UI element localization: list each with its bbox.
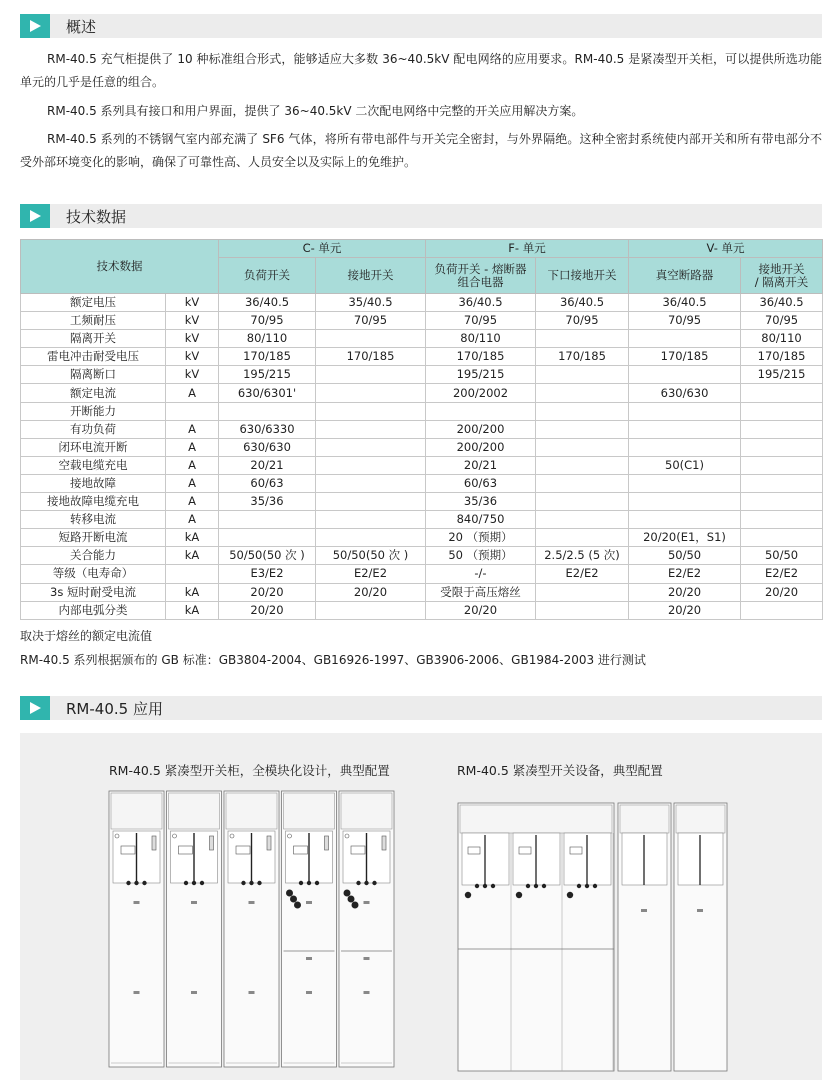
terminal-dot xyxy=(192,881,196,885)
table-cell: E2/E2 xyxy=(741,565,823,583)
table-cell xyxy=(741,402,823,420)
table-cell xyxy=(741,511,823,529)
table-cell: 80/110 xyxy=(741,330,823,348)
overview-paragraph-3: RM-40.5 系列的不锈钢气室内部充满了 SF6 气体，将所有带电部件与开关完全密封，与外界隔绝。这种全密封系统使内部开关和所有带电部分不受外部环境变化的影响，确保了可靠性高、人员安全以及实际上的免维护。 xyxy=(20,132,822,169)
table-cell: 36/40.5 xyxy=(426,294,536,312)
table-cell xyxy=(741,474,823,492)
param-name: 额定电流 xyxy=(21,384,166,402)
param-unit: kA xyxy=(166,529,219,547)
fuse-dot xyxy=(516,892,522,898)
table-cell: 20/20 xyxy=(629,601,741,619)
table-cell: 36/40.5 xyxy=(536,294,629,312)
table-cell xyxy=(741,420,823,438)
table-cell: 170/185 xyxy=(741,348,823,366)
table-cell: 20/20 xyxy=(426,601,536,619)
terminal-dot xyxy=(299,881,303,885)
table-cell: 70/95 xyxy=(316,312,426,330)
door-handle xyxy=(249,991,255,994)
column-header: 负荷开关 - 熔断器 组合电器 xyxy=(426,258,536,294)
table-cell xyxy=(536,438,629,456)
table-cell xyxy=(316,529,426,547)
table-cell xyxy=(316,601,426,619)
param-unit: A xyxy=(166,420,219,438)
door-handle xyxy=(306,991,312,994)
column-header: 接地开关 xyxy=(316,258,426,294)
table-cell xyxy=(629,474,741,492)
group-header-c: C- 单元 xyxy=(219,240,426,258)
table-cell: 50(C1) xyxy=(629,456,741,474)
column-header: 接地开关 / 隔离开关 xyxy=(741,258,823,294)
table-cell xyxy=(629,493,741,511)
table-cell xyxy=(536,420,629,438)
terminal-dot xyxy=(526,884,530,888)
table-cell: 840/750 xyxy=(426,511,536,529)
fuse-dot xyxy=(465,892,471,898)
section-header-application xyxy=(20,696,822,720)
param-unit: A xyxy=(166,456,219,474)
table-cell: 35/36 xyxy=(426,493,536,511)
param-name: 关合能力 xyxy=(21,547,166,565)
table-cell: 200/200 xyxy=(426,420,536,438)
table-cell xyxy=(629,330,741,348)
table-cell: 2.5/2.5 (5 次) xyxy=(536,547,629,565)
column-header: 负荷开关 xyxy=(219,258,316,294)
table-cell: 50/50 xyxy=(629,547,741,565)
cabinet-top-box xyxy=(226,793,277,829)
table-cell: 36/40.5 xyxy=(629,294,741,312)
table-row xyxy=(21,493,823,511)
door-handle xyxy=(364,901,370,904)
table-cell: 630/6330 xyxy=(219,420,316,438)
table-cell: 170/185 xyxy=(219,348,316,366)
table-cell xyxy=(536,474,629,492)
table-cell: 20/20 xyxy=(629,583,741,601)
param-name: 接地故障 xyxy=(21,474,166,492)
table-cell xyxy=(741,493,823,511)
param-name: 额定电压 xyxy=(21,294,166,312)
param-unit: A xyxy=(166,384,219,402)
param-unit xyxy=(166,565,219,583)
table-cell xyxy=(629,402,741,420)
table-cell: 70/95 xyxy=(536,312,629,330)
table-row xyxy=(21,456,823,474)
door-handle xyxy=(191,991,197,994)
table-cell: 50 （预期） xyxy=(426,547,536,565)
table-cell xyxy=(741,529,823,547)
play-arrow-icon xyxy=(20,696,50,720)
table-cell: 20/21 xyxy=(219,456,316,474)
param-name: 空载电缆充电 xyxy=(21,456,166,474)
play-arrow-icon xyxy=(20,14,50,38)
door-handle xyxy=(191,901,197,904)
table-cell: E2/E2 xyxy=(629,565,741,583)
section-title: RM-40.5 应用 xyxy=(66,699,163,718)
table-cell xyxy=(536,384,629,402)
table-cell: 50/50(50 次 ) xyxy=(219,547,316,565)
door-handle xyxy=(249,901,255,904)
table-cell xyxy=(316,456,426,474)
fuse-dot xyxy=(286,890,293,897)
table-cell xyxy=(316,420,426,438)
param-name: 短路开断电流 xyxy=(21,529,166,547)
table-cell xyxy=(629,420,741,438)
table-cell: 60/63 xyxy=(426,474,536,492)
table-row xyxy=(21,601,823,619)
param-name: 雷电冲击耐受电压 xyxy=(21,348,166,366)
param-name: 隔离断口 xyxy=(21,366,166,384)
table-cell xyxy=(536,366,629,384)
table-cell xyxy=(316,402,426,420)
table-cell xyxy=(316,511,426,529)
table-row xyxy=(21,330,823,348)
table-cell: 195/215 xyxy=(741,366,823,384)
param-unit: kA xyxy=(166,601,219,619)
table-row xyxy=(21,438,823,456)
switchgear-compact-drawing xyxy=(456,789,746,1075)
fuse-dot xyxy=(352,902,359,909)
table-cell: 20/20 xyxy=(219,583,316,601)
terminal-dot xyxy=(491,884,495,888)
table-cell xyxy=(219,402,316,420)
terminal-dot xyxy=(142,881,146,885)
terminal-dot xyxy=(364,881,368,885)
section-header-tech xyxy=(20,204,822,228)
table-cell xyxy=(629,366,741,384)
table-row xyxy=(21,474,823,492)
table-cell xyxy=(316,330,426,348)
param-name: 3s 短时耐受电流 xyxy=(21,583,166,601)
table-cell: 36/40.5 xyxy=(741,294,823,312)
table-cell xyxy=(536,330,629,348)
param-unit: kA xyxy=(166,583,219,601)
door-handle xyxy=(306,901,312,904)
table-cell: 20/20 xyxy=(219,601,316,619)
terminal-dot xyxy=(184,881,188,885)
indicator-bar xyxy=(382,836,386,850)
table-cell: 170/185 xyxy=(316,348,426,366)
terminal-dot xyxy=(577,884,581,888)
table-row xyxy=(21,384,823,402)
param-unit: kV xyxy=(166,312,219,330)
indicator-bar xyxy=(210,836,214,850)
door-handle xyxy=(306,957,312,960)
table-cell: 70/95 xyxy=(741,312,823,330)
terminal-dot xyxy=(315,881,319,885)
terminal-dot xyxy=(542,884,546,888)
table-cell: E3/E2 xyxy=(219,565,316,583)
table-cell: 20/20 xyxy=(741,583,823,601)
section-title: 概述 xyxy=(66,17,97,36)
section-header-overview xyxy=(20,14,822,38)
door-handle xyxy=(364,991,370,994)
table-cell xyxy=(741,456,823,474)
param-name: 接地故障电缆充电 xyxy=(21,493,166,511)
footnote-fuse: 取决于熔丝的额定电流值 xyxy=(20,629,153,643)
param-unit xyxy=(166,402,219,420)
table-cell: 20/20(E1，S1) xyxy=(629,529,741,547)
overview-paragraph-1: RM-40.5 充气柜提供了 10 种标准组合形式，能够适应大多数 36~40.5kV 配电网络的应用要求。RM-40.5 是紧凑型开关柜，可以提供所选功能单元的几乎是任意的组合。 xyxy=(20,52,822,89)
table-cell: E2/E2 xyxy=(536,565,629,583)
table-cell: 36/40.5 xyxy=(219,294,316,312)
table-cell: 20/21 xyxy=(426,456,536,474)
table-cell xyxy=(316,384,426,402)
door-handle xyxy=(134,991,140,994)
terminal-dot xyxy=(257,881,261,885)
table-row xyxy=(21,529,823,547)
param-unit: kV xyxy=(166,348,219,366)
table-row xyxy=(21,294,823,312)
cabinet-top-box xyxy=(341,793,392,829)
cabinet-top-box xyxy=(284,793,335,829)
terminal-dot xyxy=(475,884,479,888)
table-row xyxy=(21,511,823,529)
table-cell: 170/185 xyxy=(426,348,536,366)
table-cell xyxy=(741,384,823,402)
door-handle xyxy=(697,909,703,912)
param-unit: kA xyxy=(166,547,219,565)
application-panel xyxy=(20,733,822,1080)
param-name: 隔离开关 xyxy=(21,330,166,348)
terminal-dot xyxy=(134,881,138,885)
table-cell: 受限于高压熔丝 xyxy=(426,583,536,601)
table-cell: 200/2002 xyxy=(426,384,536,402)
table-cell: 195/215 xyxy=(426,366,536,384)
param-name: 工频耐压 xyxy=(21,312,166,330)
table-cell: -/- xyxy=(426,565,536,583)
terminal-dot xyxy=(483,884,487,888)
param-unit: A xyxy=(166,511,219,529)
table-row xyxy=(21,565,823,583)
table-row xyxy=(21,348,823,366)
terminal-dot xyxy=(241,881,245,885)
table-cell xyxy=(536,493,629,511)
table-cell xyxy=(536,583,629,601)
section-title: 技术数据 xyxy=(66,207,127,226)
param-unit: A xyxy=(166,438,219,456)
door-handle xyxy=(641,909,647,912)
param-unit: kV xyxy=(166,330,219,348)
column-header: 下口接地开关 xyxy=(536,258,629,294)
terminal-dot xyxy=(372,881,376,885)
overview-paragraph-2: RM-40.5 系列具有接口和用户界面，提供了 36~40.5kV 二次配电网络中完整的开关应用解决方案。 xyxy=(47,104,584,118)
table-cell: 80/110 xyxy=(426,330,536,348)
table-row xyxy=(21,547,823,565)
table-cell: 50/50(50 次 ) xyxy=(316,547,426,565)
table-cell xyxy=(536,529,629,547)
door-handle xyxy=(134,901,140,904)
table-cell xyxy=(219,511,316,529)
param-name: 闭环电流开断 xyxy=(21,438,166,456)
terminal-dot xyxy=(200,881,204,885)
indicator-bar xyxy=(152,836,156,850)
fuse-dot xyxy=(290,896,297,903)
cabinet-top-box xyxy=(169,793,220,829)
table-cell: 70/95 xyxy=(219,312,316,330)
terminal-dot xyxy=(534,884,538,888)
table-row xyxy=(21,312,823,330)
table-cell xyxy=(316,366,426,384)
fuse-dot xyxy=(344,890,351,897)
table-cell xyxy=(536,456,629,474)
table-cell: 50/50 xyxy=(741,547,823,565)
cabinet-top-box xyxy=(111,793,162,829)
terminal-dot xyxy=(593,884,597,888)
indicator-bar xyxy=(267,836,271,850)
table-cell: E2/E2 xyxy=(316,565,426,583)
table-cell xyxy=(536,402,629,420)
terminal-dot xyxy=(249,881,253,885)
compact-top-box xyxy=(460,805,612,833)
table-corner-label: 技术数据 xyxy=(21,240,219,294)
table-cell: 70/95 xyxy=(426,312,536,330)
application-caption-right: RM-40.5 紧凑型开关设备，典型配置 xyxy=(457,763,663,778)
param-unit: kV xyxy=(166,294,219,312)
terminal-dot xyxy=(126,881,130,885)
group-header-v: V- 单元 xyxy=(629,240,823,258)
application-caption-left: RM-40.5 紧凑型开关柜，全模块化设计，典型配置 xyxy=(109,763,390,778)
param-unit: A xyxy=(166,474,219,492)
table-cell xyxy=(629,511,741,529)
column-header: 真空断路器 xyxy=(629,258,741,294)
param-name: 内部电弧分类 xyxy=(21,601,166,619)
table-cell xyxy=(316,438,426,456)
door-handle xyxy=(364,957,370,960)
table-row xyxy=(21,366,823,384)
table-cell: 630/6301' xyxy=(219,384,316,402)
table-cell xyxy=(219,529,316,547)
table-cell: 35/36 xyxy=(219,493,316,511)
table-cell: 170/185 xyxy=(629,348,741,366)
table-cell xyxy=(536,601,629,619)
table-cell: 630/630 xyxy=(629,384,741,402)
tech-data-table xyxy=(20,239,823,620)
table-cell xyxy=(316,493,426,511)
table-cell: 170/185 xyxy=(536,348,629,366)
fuse-dot xyxy=(348,896,355,903)
table-cell xyxy=(741,438,823,456)
table-cell xyxy=(741,601,823,619)
param-unit: A xyxy=(166,493,219,511)
param-name: 有功负荷 xyxy=(21,420,166,438)
indicator-bar xyxy=(325,836,329,850)
footnote-standards: RM-40.5 系列根据颁布的 GB 标准：GB3804-2004、GB16926-1997、GB3906-2006、GB1984-2003 进行测试 xyxy=(20,653,646,667)
table-cell: 20 （预期） xyxy=(426,529,536,547)
terminal-dot xyxy=(356,881,360,885)
group-header-f: F- 单元 xyxy=(426,240,629,258)
cabinet-top-box xyxy=(676,805,725,833)
param-name: 开断能力 xyxy=(21,402,166,420)
table-cell: 200/200 xyxy=(426,438,536,456)
play-arrow-icon xyxy=(20,204,50,228)
param-name: 等级（电寿命） xyxy=(21,565,166,583)
table-cell: 70/95 xyxy=(629,312,741,330)
table-cell xyxy=(536,511,629,529)
terminal-dot xyxy=(307,881,311,885)
table-cell: 60/63 xyxy=(219,474,316,492)
table-cell: 195/215 xyxy=(219,366,316,384)
table-cell: 630/630 xyxy=(219,438,316,456)
cabinet-top-box xyxy=(620,805,669,833)
table-cell xyxy=(316,474,426,492)
table-row xyxy=(21,402,823,420)
param-unit: kV xyxy=(166,366,219,384)
fuse-dot xyxy=(567,892,573,898)
switchgear-modular-drawing xyxy=(107,785,397,1075)
fuse-dot xyxy=(294,902,301,909)
param-name: 转移电流 xyxy=(21,511,166,529)
table-cell: 35/40.5 xyxy=(316,294,426,312)
table-row xyxy=(21,420,823,438)
table-row xyxy=(21,583,823,601)
table-cell xyxy=(629,438,741,456)
table-cell: 80/110 xyxy=(219,330,316,348)
table-cell: 20/20 xyxy=(316,583,426,601)
terminal-dot xyxy=(585,884,589,888)
table-cell xyxy=(426,402,536,420)
